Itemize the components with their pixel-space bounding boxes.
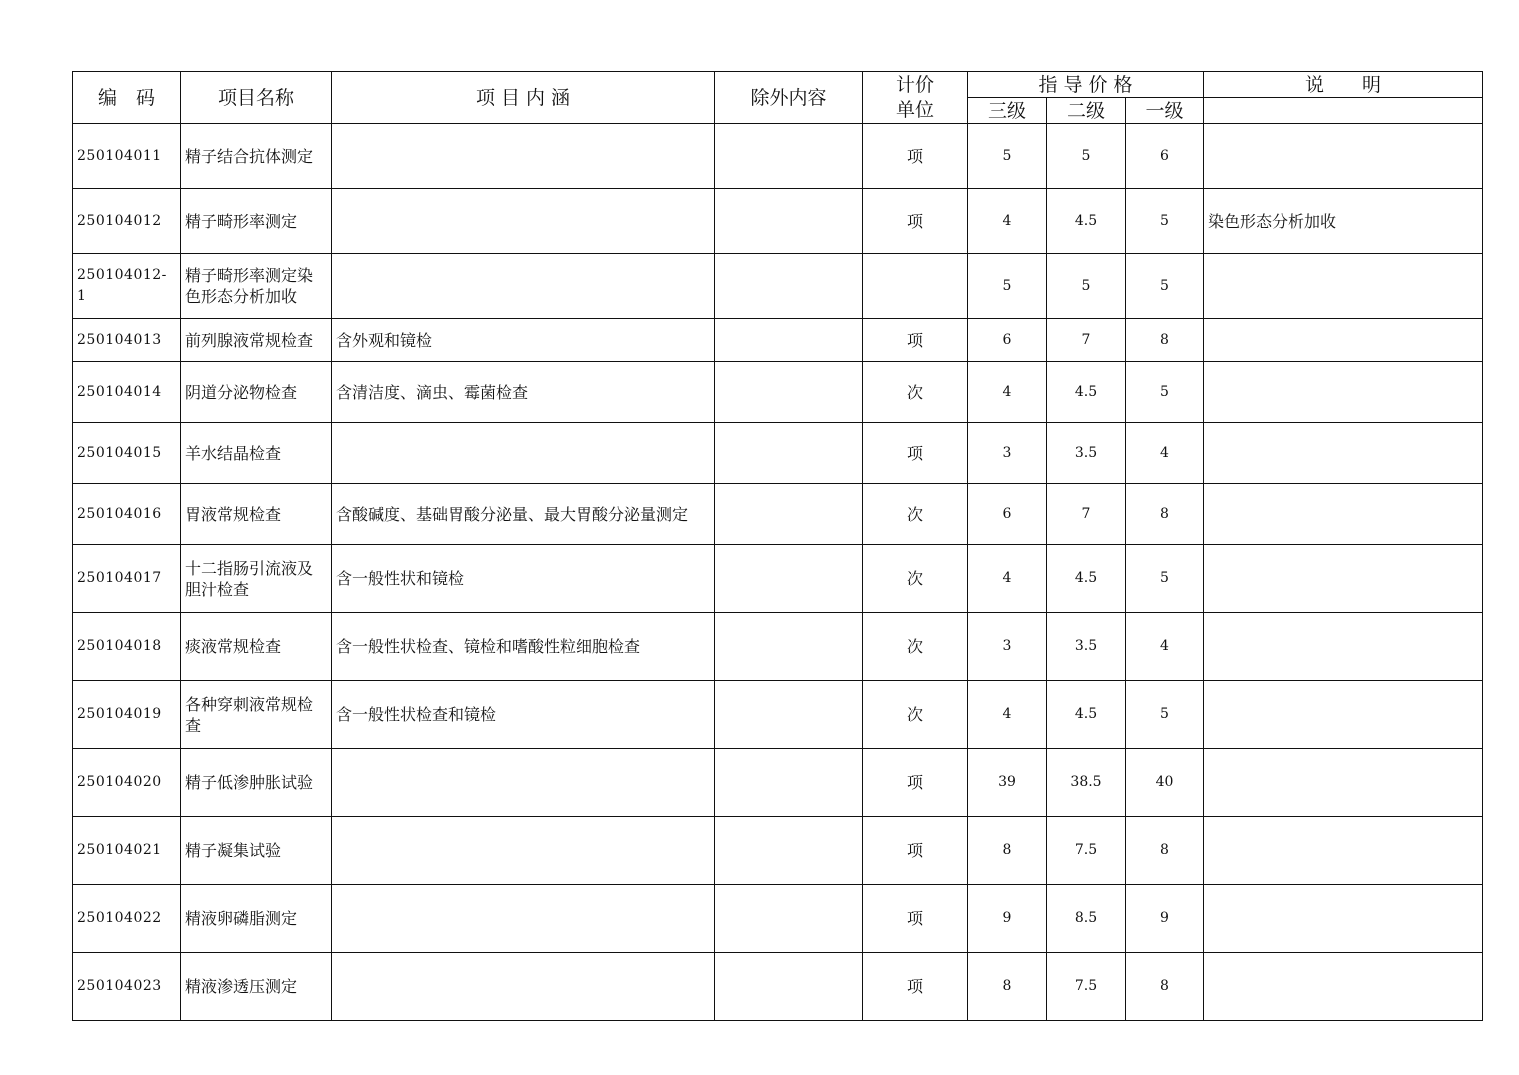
row-note bbox=[1204, 319, 1483, 362]
row-price-level2: 7.5 bbox=[1047, 953, 1126, 1021]
row-code: 250104019 bbox=[73, 681, 181, 749]
table-row bbox=[73, 885, 1483, 953]
table-row bbox=[73, 545, 1483, 613]
row-price-level1: 5 bbox=[1126, 545, 1204, 613]
row-unit: 次 bbox=[863, 362, 968, 423]
header-excluded: 除外内容 bbox=[715, 72, 863, 124]
row-code: 250104017 bbox=[73, 545, 181, 613]
row-excluded bbox=[715, 254, 863, 319]
row-price-level2: 4.5 bbox=[1047, 362, 1126, 423]
header-name: 项目名称 bbox=[181, 72, 332, 124]
row-unit: 次 bbox=[863, 484, 968, 545]
row-content bbox=[332, 423, 715, 484]
table-row bbox=[73, 124, 1483, 189]
row-unit: 项 bbox=[863, 885, 968, 953]
row-price-level3: 5 bbox=[968, 124, 1047, 189]
row-code: 250104016 bbox=[73, 484, 181, 545]
row-name: 痰液常规检查 bbox=[181, 613, 332, 681]
row-price-level2: 4.5 bbox=[1047, 189, 1126, 254]
row-price-level3: 5 bbox=[968, 254, 1047, 319]
row-unit: 次 bbox=[863, 681, 968, 749]
row-price-level2: 8.5 bbox=[1047, 885, 1126, 953]
row-code: 250104021 bbox=[73, 817, 181, 885]
row-excluded bbox=[715, 817, 863, 885]
row-name: 精液渗透压测定 bbox=[181, 953, 332, 1021]
row-excluded bbox=[715, 362, 863, 423]
header-level3: 三级 bbox=[968, 98, 1047, 124]
table-body bbox=[73, 124, 1483, 1021]
row-code: 250104011 bbox=[73, 124, 181, 189]
row-excluded bbox=[715, 545, 863, 613]
row-unit: 项 bbox=[863, 189, 968, 254]
row-code: 250104015 bbox=[73, 423, 181, 484]
table-row bbox=[73, 362, 1483, 423]
row-price-level3: 4 bbox=[968, 189, 1047, 254]
row-price-level3: 8 bbox=[968, 953, 1047, 1021]
row-content bbox=[332, 124, 715, 189]
row-content bbox=[332, 885, 715, 953]
row-price-level3: 4 bbox=[968, 545, 1047, 613]
header-note: 说 明 bbox=[1204, 72, 1483, 98]
row-price-level3: 4 bbox=[968, 362, 1047, 423]
row-code: 250104018 bbox=[73, 613, 181, 681]
row-price-level1: 5 bbox=[1126, 362, 1204, 423]
row-name: 精子畸形率测定染色形态分析加收 bbox=[181, 254, 332, 319]
header-note-sub bbox=[1204, 98, 1483, 124]
header-content: 项 目 内 涵 bbox=[332, 72, 715, 124]
row-note bbox=[1204, 484, 1483, 545]
table-row bbox=[73, 817, 1483, 885]
table-row bbox=[73, 953, 1483, 1021]
row-code: 250104022 bbox=[73, 885, 181, 953]
row-price-level1: 8 bbox=[1126, 484, 1204, 545]
row-content: 含外观和镜检 bbox=[332, 319, 715, 362]
header-price: 指 导 价 格 bbox=[968, 72, 1204, 98]
row-price-level3: 8 bbox=[968, 817, 1047, 885]
row-price-level1: 5 bbox=[1126, 681, 1204, 749]
row-code: 250104012-1 bbox=[73, 254, 181, 319]
row-excluded bbox=[715, 189, 863, 254]
row-unit: 项 bbox=[863, 319, 968, 362]
row-note bbox=[1204, 254, 1483, 319]
row-excluded bbox=[715, 484, 863, 545]
row-excluded bbox=[715, 953, 863, 1021]
row-price-level2: 5 bbox=[1047, 124, 1126, 189]
row-price-level2: 5 bbox=[1047, 254, 1126, 319]
row-content bbox=[332, 953, 715, 1021]
row-price-level3: 3 bbox=[968, 423, 1047, 484]
row-price-level2: 7 bbox=[1047, 319, 1126, 362]
row-price-level2: 38.5 bbox=[1047, 749, 1126, 817]
row-content bbox=[332, 817, 715, 885]
table-row bbox=[73, 484, 1483, 545]
row-note bbox=[1204, 749, 1483, 817]
row-name: 羊水结晶检查 bbox=[181, 423, 332, 484]
row-price-level2: 7.5 bbox=[1047, 817, 1126, 885]
row-code: 250104020 bbox=[73, 749, 181, 817]
row-name: 精子结合抗体测定 bbox=[181, 124, 332, 189]
row-price-level1: 8 bbox=[1126, 319, 1204, 362]
row-unit: 项 bbox=[863, 423, 968, 484]
row-content: 含酸碱度、基础胃酸分泌量、最大胃酸分泌量测定 bbox=[332, 484, 715, 545]
price-table bbox=[72, 71, 1483, 1021]
row-name: 阴道分泌物检查 bbox=[181, 362, 332, 423]
row-note bbox=[1204, 953, 1483, 1021]
row-content bbox=[332, 254, 715, 319]
header-unit: 计价 单位 bbox=[863, 72, 968, 124]
row-unit: 次 bbox=[863, 545, 968, 613]
row-note bbox=[1204, 613, 1483, 681]
row-unit bbox=[863, 254, 968, 319]
row-name: 精子凝集试验 bbox=[181, 817, 332, 885]
row-code: 250104013 bbox=[73, 319, 181, 362]
header-level2: 二级 bbox=[1047, 98, 1126, 124]
row-name: 十二指肠引流液及胆汁检查 bbox=[181, 545, 332, 613]
row-name: 各种穿刺液常规检查 bbox=[181, 681, 332, 749]
row-price-level2: 3.5 bbox=[1047, 613, 1126, 681]
row-note bbox=[1204, 545, 1483, 613]
row-unit: 项 bbox=[863, 953, 968, 1021]
row-excluded bbox=[715, 124, 863, 189]
row-unit: 项 bbox=[863, 817, 968, 885]
row-unit: 次 bbox=[863, 613, 968, 681]
row-note bbox=[1204, 423, 1483, 484]
table-row bbox=[73, 423, 1483, 484]
row-price-level1: 6 bbox=[1126, 124, 1204, 189]
row-note bbox=[1204, 124, 1483, 189]
table-row bbox=[73, 189, 1483, 254]
row-price-level1: 4 bbox=[1126, 613, 1204, 681]
row-price-level3: 3 bbox=[968, 613, 1047, 681]
row-price-level3: 39 bbox=[968, 749, 1047, 817]
row-name: 前列腺液常规检查 bbox=[181, 319, 332, 362]
row-price-level2: 4.5 bbox=[1047, 681, 1126, 749]
table-row bbox=[73, 613, 1483, 681]
row-price-level3: 9 bbox=[968, 885, 1047, 953]
row-name: 精子低渗肿胀试验 bbox=[181, 749, 332, 817]
row-excluded bbox=[715, 319, 863, 362]
table-row bbox=[73, 681, 1483, 749]
row-content: 含清洁度、滴虫、霉菌检查 bbox=[332, 362, 715, 423]
row-content: 含一般性状检查和镜检 bbox=[332, 681, 715, 749]
row-price-level1: 8 bbox=[1126, 817, 1204, 885]
row-content bbox=[332, 189, 715, 254]
row-name: 精子畸形率测定 bbox=[181, 189, 332, 254]
row-unit: 项 bbox=[863, 124, 968, 189]
row-price-level3: 4 bbox=[968, 681, 1047, 749]
row-note bbox=[1204, 817, 1483, 885]
row-excluded bbox=[715, 681, 863, 749]
row-price-level1: 5 bbox=[1126, 254, 1204, 319]
row-code: 250104023 bbox=[73, 953, 181, 1021]
row-excluded bbox=[715, 885, 863, 953]
header-level1: 一级 bbox=[1126, 98, 1204, 124]
row-price-level2: 7 bbox=[1047, 484, 1126, 545]
row-content: 含一般性状和镜检 bbox=[332, 545, 715, 613]
row-price-level1: 5 bbox=[1126, 189, 1204, 254]
row-name: 胃液常规检查 bbox=[181, 484, 332, 545]
row-unit: 项 bbox=[863, 749, 968, 817]
row-code: 250104012 bbox=[73, 189, 181, 254]
row-price-level2: 3.5 bbox=[1047, 423, 1126, 484]
header-code: 编 码 bbox=[73, 72, 181, 124]
row-content: 含一般性状检查、镜检和嗜酸性粒细胞检查 bbox=[332, 613, 715, 681]
row-price-level1: 9 bbox=[1126, 885, 1204, 953]
row-price-level1: 4 bbox=[1126, 423, 1204, 484]
row-price-level3: 6 bbox=[968, 319, 1047, 362]
row-name: 精液卵磷脂测定 bbox=[181, 885, 332, 953]
table-row bbox=[73, 749, 1483, 817]
row-note: 染色形态分析加收 bbox=[1204, 189, 1483, 254]
row-excluded bbox=[715, 613, 863, 681]
row-price-level1: 8 bbox=[1126, 953, 1204, 1021]
row-price-level1: 40 bbox=[1126, 749, 1204, 817]
row-price-level3: 6 bbox=[968, 484, 1047, 545]
row-excluded bbox=[715, 749, 863, 817]
table-row bbox=[73, 319, 1483, 362]
row-excluded bbox=[715, 423, 863, 484]
row-note bbox=[1204, 681, 1483, 749]
row-note bbox=[1204, 362, 1483, 423]
table-row bbox=[73, 254, 1483, 319]
row-code: 250104014 bbox=[73, 362, 181, 423]
row-note bbox=[1204, 885, 1483, 953]
row-content bbox=[332, 749, 715, 817]
row-price-level2: 4.5 bbox=[1047, 545, 1126, 613]
